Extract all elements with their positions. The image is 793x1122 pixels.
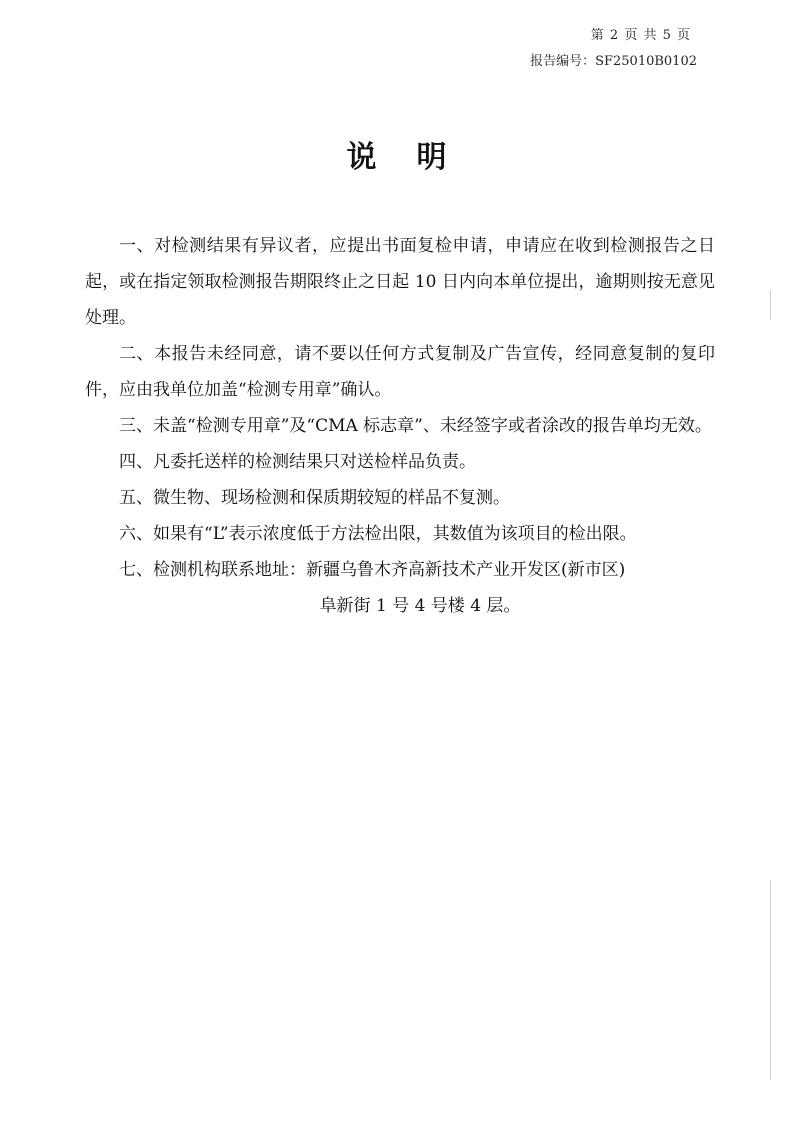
notes-body — [85, 228, 715, 624]
note-item-3: 三、未盖“检测专用章”及“CMA 标志章”、未经签字或者涂改的报告单均无效。 — [119, 416, 712, 436]
note-item-7: 七、检测机构联系地址：新疆乌鲁木齐高新技术产业开发区(新市区) — [119, 560, 626, 580]
report-number: 报告编号：SF25010B0102 — [530, 54, 697, 69]
note-item-4: 四、凡委托送样的检测结果只对送检样品负责。 — [119, 452, 476, 472]
address-continued: 阜新街 1 号 4 号楼 4 层。 — [319, 596, 521, 616]
scan-edge-mark — [770, 880, 771, 1080]
note-item-5: 五、微生物、现场检测和保质期较短的样品不复测。 — [119, 488, 510, 508]
note-item-6: 六、如果有“L”表示浓度低于方法检出限，其数值为该项目的检出限。 — [119, 524, 637, 544]
note-item-1: 一、对检测结果有异议者，应提出书面复检申请，申请应在收到检测报告之日起，或在指定领取检测报告期限终止之日起 10 日内向本单位提出，逾期则按无意见处理。 — [85, 236, 715, 328]
scan-edge-mark — [770, 290, 771, 320]
page-number: 第 2 页 共 5 页 — [590, 28, 691, 43]
page-title: 说明 — [346, 140, 487, 175]
note-item-2: 二、本报告未经同意，请不要以任何方式复制及广告宣传，经同意复制的复印件，应由我单位加盖“检测专用章”确认。 — [85, 344, 715, 400]
